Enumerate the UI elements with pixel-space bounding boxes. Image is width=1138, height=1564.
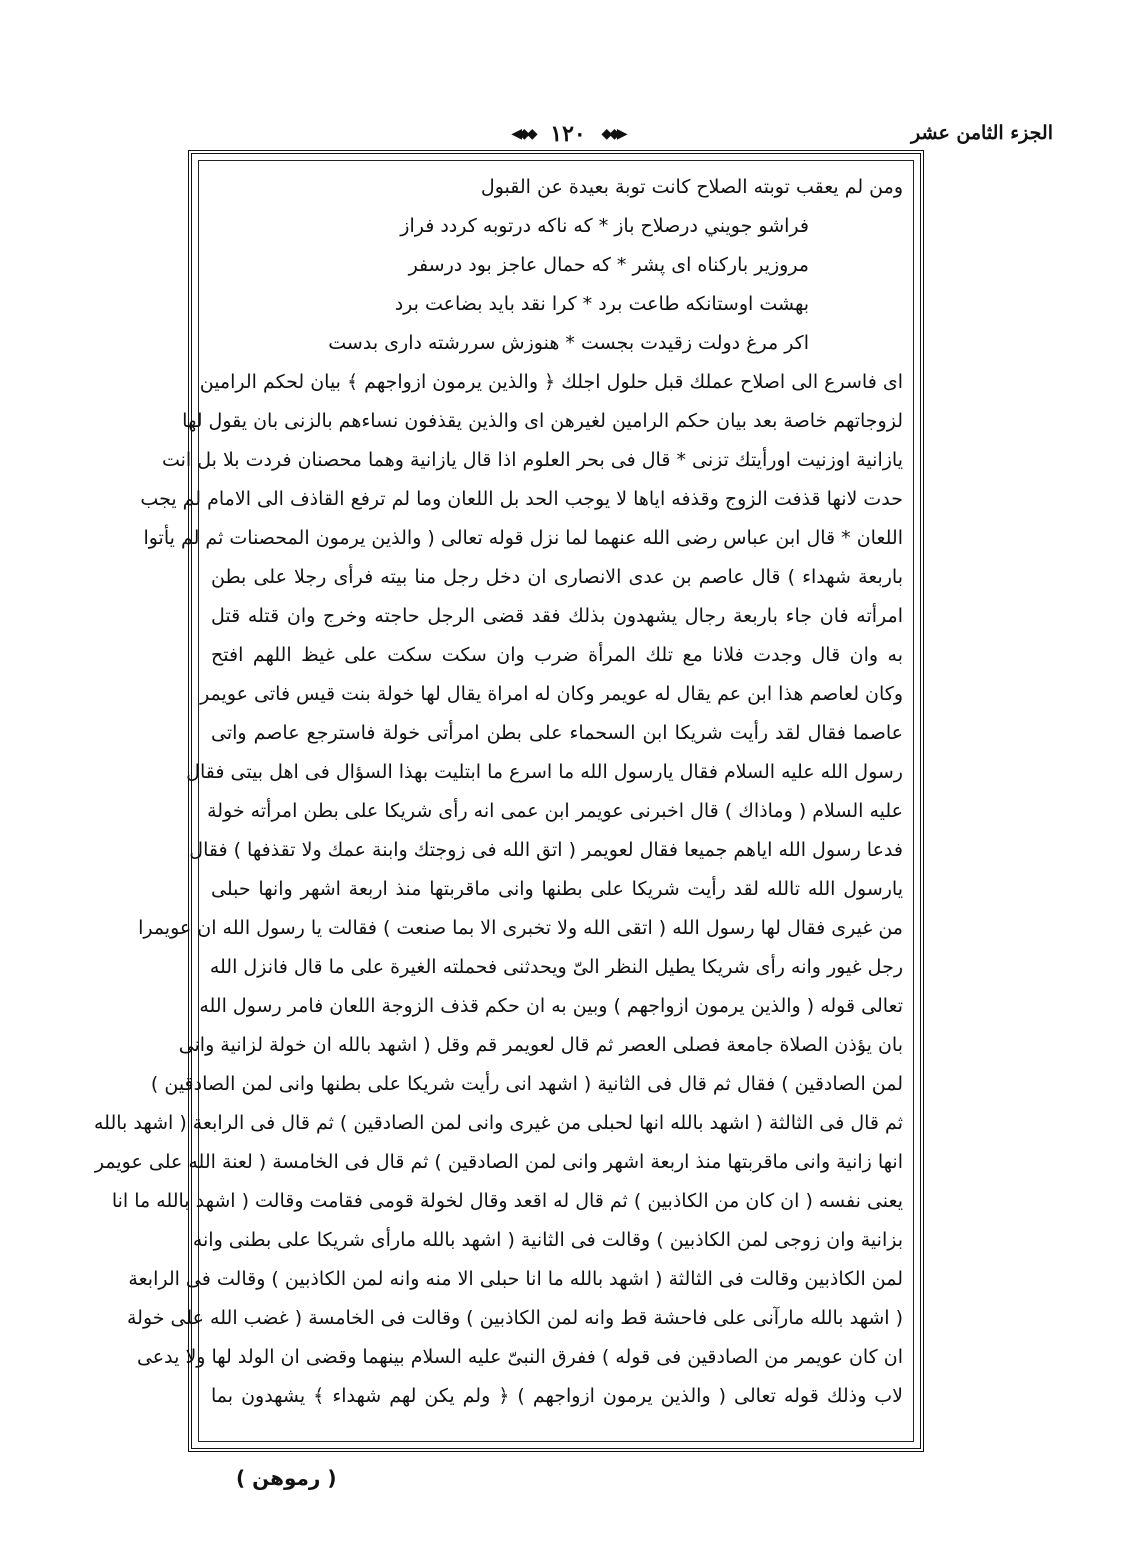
text-line: يارسول الله تالله لقد رأيت شريكا على بطنها وانى ماقربتها منذ اربعة اشهر وانها حبلى (211, 878, 903, 900)
text-line: بان يؤذن الصلاة جامعة فصلى العصر ثم قال لعويمر قم وقل ( اشهد بالله ان خولة لزانية وانى (178, 1034, 903, 1056)
text-line: ثم قال فى الثالثة ( اشهد بالله انها لحبلى من غيرى وانى لمن الصادقين ) ثم قال فى الرابعة ( اشهد بالله (93, 1112, 903, 1134)
part-label: الجزء الثامن عشر (911, 122, 1053, 144)
verse-line: فراشو جويني درصلاح باز * كه ناكه درتوبه كردد فراز (400, 215, 809, 237)
text-line: اى فاسرع الى اصلاح عملك قبل حلول اجلك ﴿ والذين يرمون ازواجهم ﴾ بيان لحكم الرامين (199, 371, 903, 393)
text-line: انها زانية وانى ماقربتها منذ اربعة اشهر وانى لمن الصادقين ) ثم قال فى الخامسة ( لعنة الله على عويمر (94, 1151, 903, 1173)
text-line: وكان لعاصم هذا ابن عم يقال له عويمر وكان له امراة يقال لها خولة بنت قيس فاتى عويمر (200, 683, 903, 705)
ornament-left-icon: ◀◆◆ (511, 126, 535, 142)
text-line: رسول الله عليه السلام فقال يارسول الله ما اسرع ما ابتليت بهذا السؤال فى اهل بيتى فقال (186, 761, 903, 783)
text-line: حدت لانها قذفت الزوج وقذفه اياها لا يوجب الحد بل اللعان وما لم ترفع القاذف الى الامام لم يجب (140, 488, 903, 510)
main-text (93, 168, 909, 1416)
text-line: بزانية وان زوجى لمن الكاذبين ) وقالت فى الثانية ( اشهد بالله مارأى شريكا على بطنى وانه (192, 1229, 903, 1251)
verse-line: اكر مرغ دولت زقيدت بجست * هنوزش سررشته دارى بدست (328, 332, 809, 354)
text-line: عاصما فقال لقد رأيت شريكا ابن السحماء على بطن امرأتى خولة فاسترجع عاصم واتى (211, 722, 903, 744)
text-line: عليه السلام ( وماذاك ) قال اخبرنى عويمر ابن عمى انه رأى شريكا على بطن امرأته خولة (207, 800, 903, 822)
text-line: لزوجاتهم خاصة بعد بيان حكم الرامين لغيرهن اى والذين يقذفون نساءهم بالزنى بان يقول لها (182, 410, 903, 432)
text-line: رجل غيور وانه رأى شريكا يطيل النظر الىّ ويحدثنى فحملته الغيرة على ما قال فانزل الله (209, 956, 903, 978)
intro-line: ومن لم يعقب توبته الصلاح كانت توبة بعيدة عن القبول (480, 176, 903, 198)
catchword: ( رموهن ) (236, 1466, 337, 1490)
page-number: ١٢٠ (550, 121, 586, 147)
text-line: يازانية اوزنيت اورأيتك تزنى * قال فى بحر العلوم اذا قال يازانية وهما محصنان فردت بلا بل انت (161, 449, 903, 471)
text-line: به وان قال وجدت فلانا مع تلك المرأة ضرب وان سكت سكت على غيظ اللهم افتح (211, 644, 903, 666)
text-line: اللعان * قال ابن عباس رضى الله عنهما لما نزل قوله تعالى ( والذين يرمون المحصنات ثم لم يأتوا (143, 527, 903, 549)
text-line: ( اشهد بالله مارآنى على فاحشة قط وانه لمن الكاذبين ) وقالت فى الخامسة ( غضب الله على خولة (126, 1307, 903, 1329)
text-line: لاب وذلك قوله تعالى ( والذين يرمون ازواجهم ) ﴿ ولم يكن لهم شهداء ﴾ يشهدون بما (211, 1385, 903, 1407)
text-line: لمن الصادقين ) فقال ثم قال فى الثانية ( اشهد انى رأيت شريكا على بطنها وانى لمن الصادقين ) (150, 1073, 903, 1095)
text-line: يعنى نفسه ( ان كان من الكاذبين ) ثم قال له اقعد وقال لخولة قومى فقامت وقالت ( اشهد بالله ما انا (111, 1190, 903, 1212)
page-number-block (508, 120, 628, 147)
text-line: لمن الكاذبين وقالت فى الثالثة ( اشهد بالله ما انا حبلى الا منه وانه لمن الكاذبين ) وقالت فى الرابعة (128, 1268, 903, 1290)
ornament-right-icon: ◆◆▶ (601, 126, 625, 142)
verse-line: مروزير باركناه اى پشر * كه حمال عاجز بود درسفر (408, 254, 809, 276)
text-line: ان كان عويمر من الصادقين فى قوله ) ففرق النبىّ عليه السلام بينهما وقضى ان الولد لها ولا يدعى (136, 1346, 903, 1368)
text-line: فدعا رسول الله اياهم جميعا فقال لعويمر ( اتق الله فى زوجتك وابنة عمك ولا تقذفها ) فقال (189, 839, 903, 861)
text-line: من غيرى فقال لها رسول الله ( اتقى الله ولا تخبرى الا بما صنعت ) فقالت يا رسول الله ان عويمرا (138, 917, 903, 939)
text-line: امرأته فان جاء باربعة رجال يشهدون بذلك فقد قضى الرجل حاجته وخرج وان قتله قتل (211, 605, 903, 627)
text-line: تعالى قوله ( والذين يرمون ازواجهم ) وبين به ان حكم قذف الزوجة اللعان فامر رسول الله (199, 995, 903, 1017)
verse-line: بهشت اوستانكه طاعت برد * كرا نقد بايد بضاعت برد (394, 293, 809, 315)
text-line: باربعة شهداء ) قال عاصم بن عدى الانصارى ان دخل رجل منا بيته فرأى رجلا على بطن (211, 566, 903, 588)
